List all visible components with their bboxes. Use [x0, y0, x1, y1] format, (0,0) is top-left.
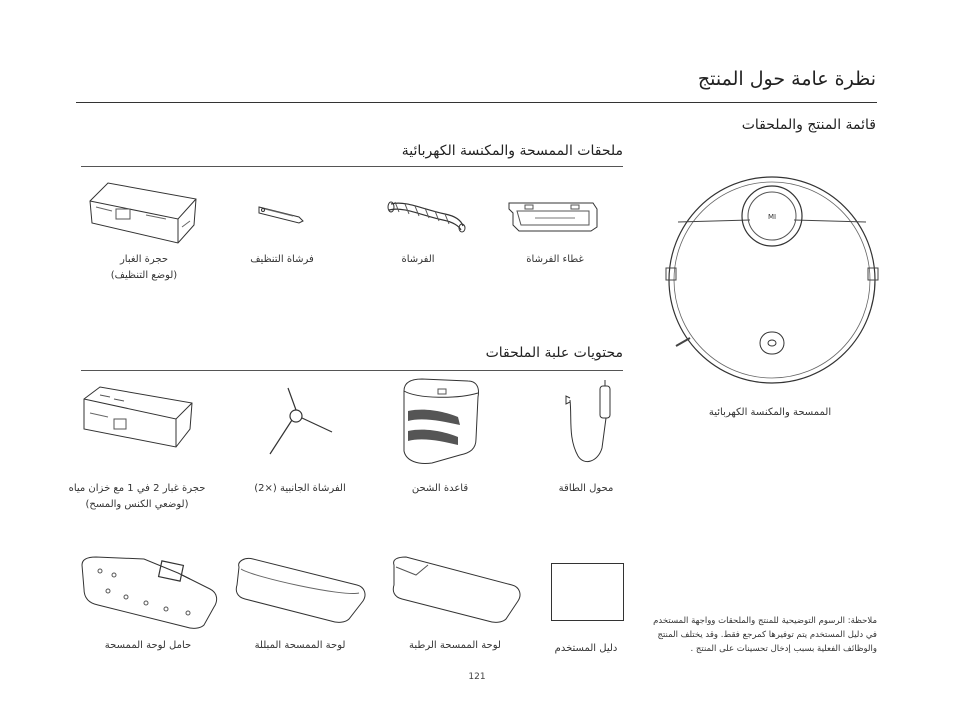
note-line-1: ملاحظة: الرسوم التوضيحية للمنتج والملحقات وواجهة المستخدم	[653, 616, 877, 626]
caption-mop-holder: حامل لوحة الممسحة	[104, 640, 192, 651]
page-title: نظرة عامة حول المنتج	[697, 68, 876, 90]
cleaning-brush-icon	[255, 203, 307, 225]
box-contents-divider	[81, 370, 623, 371]
box-contents-heading: محتويات علبة الملحقات	[485, 345, 623, 361]
power-adapter-icon	[558, 378, 618, 468]
robot-vacuum-icon	[666, 174, 880, 388]
caption-main-brush: الفرشاة	[401, 254, 435, 265]
caption-combo-bin-line2: (لوضعي الكنس والمسح)	[85, 499, 189, 510]
caption-power-adapter: محول الطاقة	[558, 483, 614, 494]
note-block	[640, 614, 877, 656]
caption-dust-bin-line2: (لوضع التنظيف)	[110, 270, 178, 281]
combo-bin-icon	[80, 385, 196, 451]
accessories-divider	[81, 166, 623, 167]
dust-bin-icon	[86, 181, 200, 245]
caption-cleaning-brush: فرشاة التنظيف	[250, 254, 314, 265]
title-divider	[76, 102, 877, 103]
caption-brush-cover: غطاء الفرشاة	[526, 254, 584, 265]
caption-user-manual: دليل المستخدم	[554, 643, 618, 654]
note-line-3: والوظائف الفعلية بسبب إدخال تحسينات على المنتج .	[690, 644, 877, 654]
caption-combo-bin	[62, 481, 212, 513]
caption-dust-bin-line1: حجرة الغبار	[119, 254, 169, 265]
caption-combo-bin-line1: حجرة غبار 2 في 1 مع خزان مياه	[68, 483, 206, 494]
charging-dock-icon	[398, 377, 482, 469]
brush-cover-icon	[505, 195, 601, 235]
caption-wet-mop-pad: لوحة الممسحة المبللة	[254, 640, 346, 651]
mop-holder-icon	[78, 553, 222, 631]
side-brush-icon	[262, 384, 336, 458]
caption-robot: الممسحة والمكنسة الكهربائية	[708, 407, 832, 418]
page-number: 121	[468, 672, 486, 682]
wet-mop-pad-icon	[233, 555, 369, 625]
note-line-2: في دليل المستخدم يتم توفيرها كمرجع فقط. وقد يختلف المنتج	[657, 630, 877, 640]
caption-dust-bin	[84, 252, 204, 284]
main-brush-icon	[385, 196, 467, 232]
caption-disposable-mop: لوحة الممسحة الرطبة	[409, 640, 501, 651]
user-manual-icon	[551, 563, 624, 621]
product-list-heading: قائمة المنتج والملحقات	[741, 117, 876, 133]
caption-charging-dock: قاعدة الشحن	[411, 483, 469, 494]
caption-side-brush: الفرشاة الجانبية (×2)	[254, 483, 346, 494]
disposable-mop-icon	[388, 555, 524, 625]
accessories-heading: ملحقات الممسحة والمكنسة الكهربائية	[401, 143, 623, 159]
robot-logo: MI	[767, 213, 777, 221]
